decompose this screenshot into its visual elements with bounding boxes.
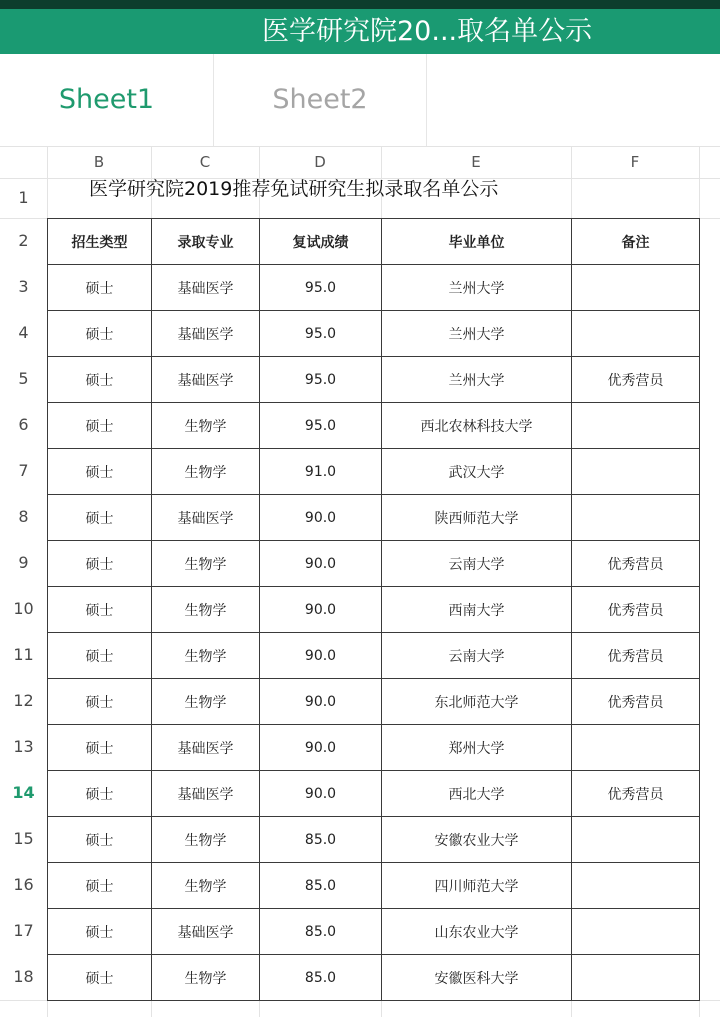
row-header[interactable]: 18	[13, 967, 34, 986]
row-header[interactable]: 6	[18, 415, 29, 434]
row-header[interactable]: 3	[18, 277, 29, 296]
cell[interactable]: 东北师范大学	[382, 679, 572, 725]
cell[interactable]: 基础医学	[152, 357, 260, 403]
column-header-e[interactable]: E	[471, 153, 481, 171]
table-row	[48, 311, 700, 357]
column-header-f[interactable]: F	[630, 153, 640, 171]
cell[interactable]: 90.0	[260, 541, 382, 587]
cell[interactable]: 硕士	[48, 357, 152, 403]
row-header[interactable]: 8	[18, 507, 29, 526]
cell[interactable]	[572, 495, 700, 541]
column-header-b[interactable]: B	[93, 153, 105, 171]
cell[interactable]: 90.0	[260, 771, 382, 817]
cell[interactable]: 西南大学	[382, 587, 572, 633]
sheet-title[interactable]: 医学研究院2019推荐免试研究生拟录取名单公示	[89, 178, 499, 200]
cell[interactable]: 硕士	[48, 725, 152, 771]
table-row	[48, 495, 700, 541]
cell[interactable]: 硕士	[48, 909, 152, 955]
row-header[interactable]: 10	[13, 599, 34, 618]
column-header-d[interactable]: D	[314, 153, 326, 171]
cell[interactable]: 优秀营员	[572, 633, 700, 679]
cell[interactable]: 90.0	[260, 587, 382, 633]
cell[interactable]: 硕士	[48, 403, 152, 449]
cell[interactable]: 基础医学	[152, 311, 260, 357]
cell[interactable]: 95.0	[260, 265, 382, 311]
table-row	[48, 633, 700, 679]
cell[interactable]: 陕西师范大学	[382, 495, 572, 541]
cell[interactable]: 云南大学	[382, 541, 572, 587]
table-row	[48, 955, 700, 1001]
cell[interactable]: 西北大学	[382, 771, 572, 817]
cell[interactable]: 云南大学	[382, 633, 572, 679]
cell[interactable]: 生物学	[152, 633, 260, 679]
table-header-row	[48, 219, 700, 265]
cell[interactable]: 90.0	[260, 679, 382, 725]
cell[interactable]: 85.0	[260, 863, 382, 909]
header-cell[interactable]: 备注	[572, 219, 700, 265]
row-header[interactable]: 13	[13, 737, 34, 756]
header-cell[interactable]: 复试成绩	[260, 219, 382, 265]
cell[interactable]: 硕士	[48, 311, 152, 357]
header-cell[interactable]: 录取专业	[152, 219, 260, 265]
cell[interactable]	[572, 725, 700, 771]
cell[interactable]: 兰州大学	[382, 265, 572, 311]
cell[interactable]: 生物学	[152, 541, 260, 587]
cell[interactable]: 硕士	[48, 863, 152, 909]
cell[interactable]: 硕士	[48, 449, 152, 495]
data-table	[47, 218, 700, 1001]
cell[interactable]: 90.0	[260, 725, 382, 771]
row-header[interactable]: 17	[13, 921, 34, 940]
cell[interactable]	[572, 955, 700, 1001]
cell[interactable]: 85.0	[260, 817, 382, 863]
cell[interactable]: 基础医学	[152, 771, 260, 817]
cell[interactable]: 90.0	[260, 495, 382, 541]
cell[interactable]: 西北农林科技大学	[382, 403, 572, 449]
cell[interactable]	[572, 403, 700, 449]
table-row	[48, 541, 700, 587]
spreadsheet-grid[interactable]	[0, 146, 720, 1017]
cell[interactable]: 硕士	[48, 265, 152, 311]
table-row	[48, 265, 700, 311]
cell[interactable]: 优秀营员	[572, 357, 700, 403]
cell[interactable]	[572, 449, 700, 495]
cell[interactable]: 85.0	[260, 955, 382, 1001]
table-row	[48, 587, 700, 633]
cell[interactable]: 兰州大学	[382, 357, 572, 403]
document-title: 医学研究院20...取名单公示	[262, 16, 593, 47]
row-header[interactable]: 12	[13, 691, 34, 710]
status-strip	[0, 0, 720, 9]
cell[interactable]: 硕士	[48, 495, 152, 541]
row-header[interactable]: 15	[13, 829, 34, 848]
cell[interactable]: 91.0	[260, 449, 382, 495]
cell[interactable]: 硕士	[48, 633, 152, 679]
cell[interactable]: 硕士	[48, 679, 152, 725]
cell[interactable]: 优秀营员	[572, 587, 700, 633]
cell[interactable]: 生物学	[152, 679, 260, 725]
cell[interactable]: 郑州大学	[382, 725, 572, 771]
title-bar	[0, 0, 720, 54]
cell[interactable]	[572, 817, 700, 863]
row-header[interactable]: 16	[13, 875, 34, 894]
cell[interactable]: 95.0	[260, 311, 382, 357]
header-cell[interactable]: 毕业单位	[382, 219, 572, 265]
cell[interactable]: 生物学	[152, 955, 260, 1001]
cell[interactable]: 生物学	[152, 403, 260, 449]
row-header[interactable]: 7	[18, 461, 29, 480]
row-header[interactable]: 2	[18, 231, 29, 250]
cell[interactable]: 硕士	[48, 817, 152, 863]
table-row	[48, 817, 700, 863]
cell[interactable]: 生物学	[152, 449, 260, 495]
row-header[interactable]: 4	[18, 323, 29, 342]
cell[interactable]: 基础医学	[152, 725, 260, 771]
row-header[interactable]: 9	[18, 553, 29, 572]
table-row	[48, 909, 700, 955]
cell[interactable]	[572, 909, 700, 955]
table-row	[48, 403, 700, 449]
cell[interactable]	[572, 311, 700, 357]
row-header[interactable]: 5	[18, 369, 29, 388]
tab-sheet1[interactable]: Sheet1	[0, 54, 214, 146]
cell[interactable]: 基础医学	[152, 495, 260, 541]
cell[interactable]: 兰州大学	[382, 311, 572, 357]
cell[interactable]: 山东农业大学	[382, 909, 572, 955]
tab-sheet2[interactable]: Sheet2	[214, 54, 427, 146]
cell[interactable]	[572, 265, 700, 311]
table-row	[48, 863, 700, 909]
cell[interactable]: 基础医学	[152, 265, 260, 311]
cell[interactable]: 生物学	[152, 863, 260, 909]
row-header[interactable]: 11	[13, 645, 34, 664]
cell[interactable]: 90.0	[260, 633, 382, 679]
cell[interactable]: 安徽医科大学	[382, 955, 572, 1001]
cell[interactable]: 硕士	[48, 541, 152, 587]
cell[interactable]: 生物学	[152, 817, 260, 863]
cell[interactable]: 安徽农业大学	[382, 817, 572, 863]
header-cell[interactable]: 招生类型	[48, 219, 152, 265]
column-header-c[interactable]: C	[199, 153, 211, 171]
row-header-active[interactable]: 14	[12, 783, 35, 802]
table-row	[48, 771, 700, 817]
table-row	[48, 449, 700, 495]
table-row	[48, 679, 700, 725]
cell[interactable]: 95.0	[260, 403, 382, 449]
cell[interactable]: 四川师范大学	[382, 863, 572, 909]
cell[interactable]: 优秀营员	[572, 541, 700, 587]
cell[interactable]	[572, 863, 700, 909]
cell[interactable]: 武汉大学	[382, 449, 572, 495]
sheet-tabs	[0, 54, 720, 146]
table-row	[48, 357, 700, 403]
cell[interactable]: 生物学	[152, 587, 260, 633]
row-header[interactable]: 1	[18, 188, 29, 207]
cell[interactable]: 硕士	[48, 771, 152, 817]
table-row	[48, 725, 700, 771]
cell[interactable]: 85.0	[260, 909, 382, 955]
cell[interactable]: 硕士	[48, 587, 152, 633]
cell[interactable]: 基础医学	[152, 909, 260, 955]
cell[interactable]: 优秀营员	[572, 679, 700, 725]
cell[interactable]: 硕士	[48, 955, 152, 1001]
cell[interactable]: 95.0	[260, 357, 382, 403]
cell[interactable]: 优秀营员	[572, 771, 700, 817]
